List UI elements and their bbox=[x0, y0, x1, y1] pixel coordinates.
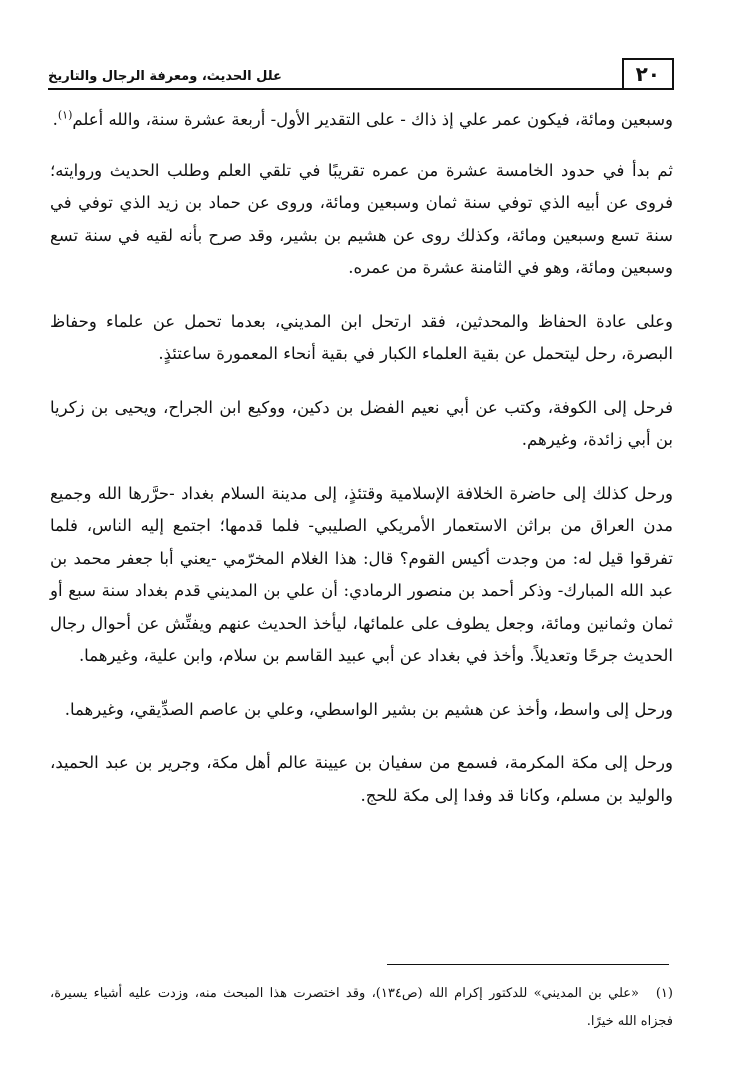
paragraph: وعلى عادة الحفاظ والمحدثين، فقد ارتحل ابن المديني، بعدما تحمل عن علماء وحفاظ البصرة، رحل ليتحمل عن بقية العلماء الكبار في بقية أنحاء المعمورة ساعتئذٍ. bbox=[50, 311, 673, 363]
footnote-text: «علي بن المديني» للدكتور إكرام الله (ص١٣٤)، وقد اختصرت هذا المبحث منه، وزدت عليه أشياء يسيرة، فجزاه الله خيرًا. bbox=[50, 986, 673, 1029]
paragraph: فرحل إلى الكوفة، وكتب عن أبي نعيم الفضل بن دكين، ووكيع ابن الجراح، ويحيى بن زكريا بن أبي زائدة، وغيرهم. bbox=[50, 397, 673, 449]
paragraph: ورحل كذلك إلى حاضرة الخلافة الإسلامية وقتئذٍ، إلى مدينة السلام بغداد -حرَّرها الله وجميع مدن العراق من براثن الاستعمار الأمريكي الصليبي- فلما قدمها؛ اجتمع إليه الناس، فلما تفرقوا قيل له: من وجدت أكيس القوم؟ قال: هذا الغلام المخرّمي -يعني أبا جعفر محمد بن عبد الله المبارك- وذكر أحمد بن منصور الرمادي: أن علي بن المديني قدم بغداد سنة سبع أو ثمان وثمانين ومائة، وجعل يطوف على علمائها، ليأخذ الحديث عنهم ويفتِّش عن أحوال رجال الحديث جرحًا وتعديلاً. وأخذ في بغداد عن أبي عبيد القاسم بن سلام، وابن علية، وغيرهما. bbox=[50, 483, 673, 665]
footnote-number: (١) bbox=[655, 986, 673, 1001]
main-text bbox=[50, 104, 673, 833]
paragraph: ورحل إلى مكة المكرمة، فسمع من سفيان بن عيينة عالم أهل مكة، وجرير بن عبد الحميد، والوليد بن مسلم، وكانا قد وفدا إلى مكة للحج. bbox=[50, 753, 673, 805]
page-header bbox=[48, 46, 674, 86]
paragraph-text: وسبعين ومائة، فيكون عمر علي إذ ذاك - على التقدير الأول- أربعة عشرة سنة، والله أعلم bbox=[72, 110, 673, 129]
footnote-reference[interactable]: (١) bbox=[57, 108, 73, 122]
footnote-separator bbox=[387, 964, 669, 965]
page-number: ٢٠ bbox=[622, 58, 674, 90]
header-rule bbox=[48, 88, 674, 90]
running-title: علل الحديث، ومعرفة الرجال والتاريخ bbox=[48, 69, 282, 84]
paragraph: ورحل إلى واسط، وأخذ عن هشيم بن بشير الواسطي، وعلي بن عاصم الصدِّيقي، وغيرهما. bbox=[64, 699, 673, 719]
footnote bbox=[50, 980, 673, 1036]
paragraph: وسبعين ومائة، فيكون عمر علي إذ ذاك - على التقدير الأول- أربعة عشرة سنة، والله أعلم$^{(١)}$. bbox=[52, 108, 673, 129]
paragraph: ثم بدأ في حدود الخامسة عشرة من عمره تقريبًا في تلقي العلم وطلب الحديث وروايته؛ فروى عن أبيه الذي توفي سنة ثمان وسبعين ومائة، وروى عن حماد بن زيد الذي توفي في سنة تسع وسبعين ومائة، وكذلك روى عن هشيم بن بشير، وقد صرح بأنه لقيه في سنة تسع وسبعين ومائة، وهو في الثامنة عشرة من عمره. bbox=[50, 160, 673, 277]
